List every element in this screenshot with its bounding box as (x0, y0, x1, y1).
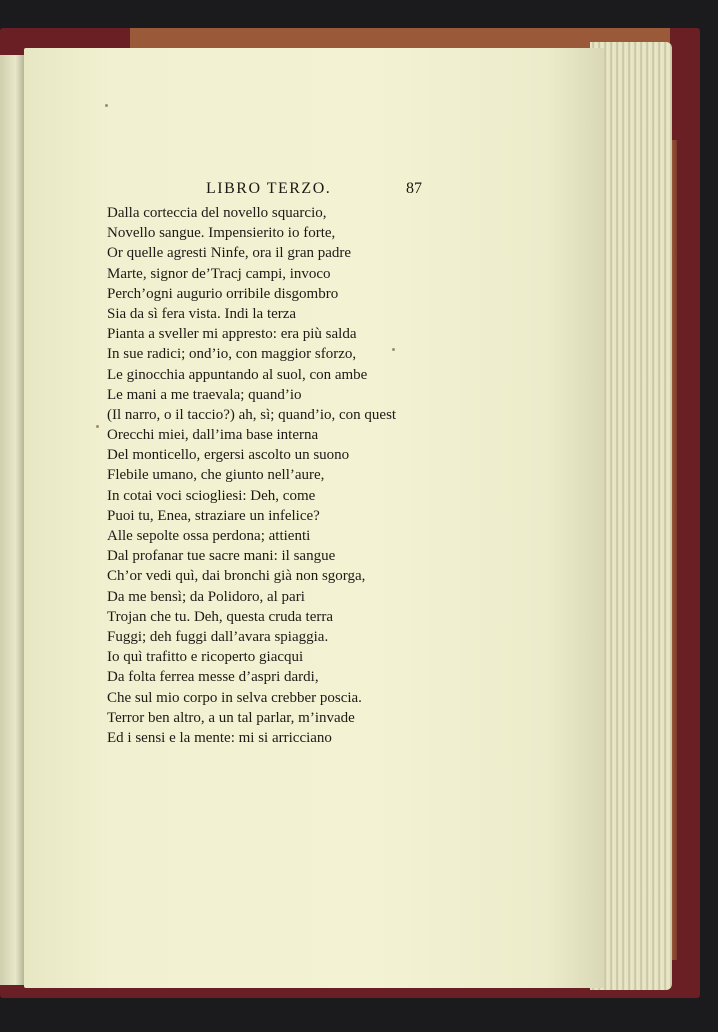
paper-speck (105, 104, 108, 107)
verse-line: Dal profanar tue sacre mani: il sangue (107, 548, 336, 565)
verse-line: Ch’or vedi quì, dai bronchi già non sgorga, (107, 568, 366, 585)
verse-line: Le mani a me traevala; quand’io (107, 386, 302, 403)
verse-line: Orecchi miei, dall’ima base interna (107, 427, 319, 444)
page-content (24, 48, 604, 988)
book-page (24, 48, 604, 988)
verse-line: Sia da sì fera vista. Indi la terza (107, 305, 297, 322)
paper-speck (392, 348, 395, 351)
verse-line: Da me bensì; da Polidoro, al pari (107, 588, 305, 605)
verse-line: Trojan che tu. Deh, questa cruda terra (107, 608, 334, 625)
verse-line: Dalla corteccia del novello squarcio, (107, 205, 327, 221)
verse-line: Puoi tu, Enea, straziare un infelice? (107, 507, 320, 524)
paper-speck (96, 425, 99, 428)
running-head: LIBRO TERZO. (206, 180, 332, 197)
verse-line: Novello sangue. Impensierito io forte, (107, 225, 336, 242)
verse-text (107, 203, 396, 748)
verse-line: Ed i sensi e la mente: mi si arricciano (107, 729, 332, 746)
verse-line: Io quì trafitto e ricoperto giacqui (107, 649, 304, 666)
verse-line: Terror ben altro, a un tal parlar, m’invade (107, 709, 355, 726)
verse-line: Le ginocchia appuntando al suol, con ambe (107, 366, 368, 383)
verse-line: Da folta ferrea messe d’aspri dardi, (107, 669, 319, 686)
facing-page-edge (0, 55, 26, 985)
verse-line: Alle sepolte ossa perdona; attienti (107, 528, 311, 544)
verse-line: Che sul mio corpo in selva crebber poscia. (107, 689, 362, 706)
verse-line: In sue radici; ond’io, con maggior sforzo, (107, 346, 357, 363)
verse-line: (Il narro, o il taccio?) ah, sì; quand’io, con quest (107, 406, 397, 423)
verse-line: Perch’ogni augurio orribile disgombro (107, 285, 339, 302)
verse-line: Del monticello, ergersi ascolto un suono (107, 447, 350, 464)
verse-line: In cotai voci sciogliesi: Deh, come (107, 487, 316, 504)
verse-line: Pianta a sveller mi appresto: era più salda (107, 326, 357, 343)
verse-line: Or quelle agresti Ninfe, ora il gran padre (107, 245, 352, 262)
cover-edge (130, 28, 670, 48)
page-number: 87 (406, 180, 422, 197)
verse-line: Fuggi; deh fuggi dall’avara spiaggia. (107, 628, 329, 645)
verse-line: Flebile umano, che giunto nell’aure, (107, 467, 325, 484)
verse-line: Marte, signor de’Tracj campi, invoco (107, 265, 331, 282)
